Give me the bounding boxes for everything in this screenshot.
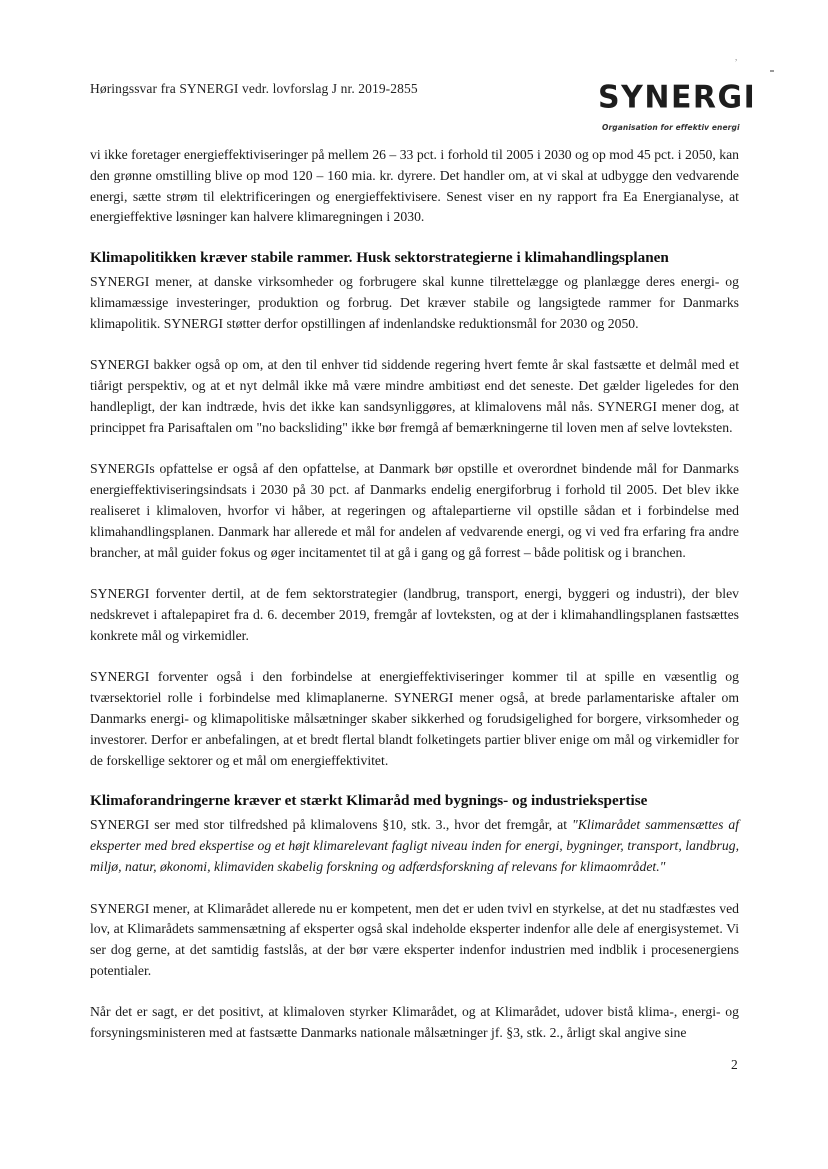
page-number: 2 — [731, 1057, 738, 1072]
quote-lead: SYNERGI ser med stor tilfredshed på klimalovens §10, stk. 3., hvor det fremgår, at — [90, 817, 573, 833]
document-body — [90, 145, 739, 1044]
body-paragraph: SYNERGIs opfattelse er også af den opfattelse, at Danmark bør opstille et overordnet bindende mål for Danmarks energieffektiviseringsindsats i 2030 på 30 pct. af Danmarks endelig energiforbrug i forhold til 2005. Det blev ikke realiseret i klimaloven, hvorfor vi håber, at regeringen og aftalepartierne vil opstille sådan et i forbindelse med klimahandlingsplanen. Danmark har allerede et mål for andelen af vedvarende energi, og vi ved fra erfaring fra andre brancher, at mål guider fokus og øger incitamentet til at gå i gang og gå forrest – både politisk og i branchen. — [90, 461, 739, 560]
corner-dot — [770, 70, 774, 72]
body-paragraph: SYNERGI mener, at danske virksomheder og forbrugere skal kunne tilrettelægge og planlægge deres energi- og klimamæssige investeringer, produktion og forbrug. Det kræver stabile og langsigtede rammer for Danmarks klimapolitik. SYNERGI støtter derfor opstillingen af indenlandske reduktionsmål for 2030 og 2050. — [90, 274, 739, 331]
body-paragraph: SYNERGI bakker også op om, at den til enhver tid siddende regering hvert femte år skal fastsætte et delmål med et tiårigt perspektiv, og at et nyt delmål ikke må være mindre ambitiøst end det seneste. Det gælder ligeledes for den handlepligt, der kan indtræde, hvis det ikke kan sandsynliggøres, at klimalovens mål nås. SYNERGI mener dog, at princippet fra Parisaftalen om "no backsliding" ikke bør fremgå af bemærkningerne til loven men af selve lovteksten. — [90, 357, 739, 435]
quote-paragraph — [90, 815, 739, 877]
body-paragraph: Når det er sagt, er det positivt, at klimaloven styrker Klimarådet, og at Klimarådet, udover bistå klima-, energi- og forsyningsministeren med at fastsætte Danmarks nationale målsætninger jf. §3, stk. 2., årligt skal angive sine — [90, 1004, 739, 1041]
logo-tagline: Organisation for effektiv energi — [602, 123, 740, 132]
header-title: Høringssvar fra SYNERGI vedr. lovforslag J nr. 2019-2855 — [90, 81, 418, 96]
intro-paragraph: vi ikke foretager energieffektiviseringer på mellem 26 – 33 pct. i forhold til 2005 i 2030 og op mod 45 pct. i 2050, kan den grønne omstilling blive op mod 120 – 160 mia. kr. dyrere. Det handler om, at vi skal at udbygge den vedvarende energi, sætte strøm til elektrificeringen og energieffektivisere. Senest viser en ny rapport fra Ea Energianalyse, at energieffektive løsninger kan halvere klimaregningen i 2030. — [90, 147, 739, 225]
law-quote: "Klimarådet sammensættes af eksperter med bred ekspertise og et højt klimarelevant fagligt niveau inden for energi, bygninger, transport, landbrug, miljø, natur, økonomi, klimaviden skabelig forskning og adfærdsforskning af relevans for klimaområdet." — [90, 817, 739, 874]
logo-word: SYNERGI — [598, 79, 757, 116]
corner-mark: , — [735, 52, 738, 62]
body-paragraph: SYNERGI forventer dertil, at de fem sektorstrategier (landbrug, transport, energi, byggeri og industri), der blev nedskrevet i aftalepapiret fra d. 6. december 2019, fremgår af lovteksten, og at der i klimahandlingsplanen fastsættes konkrete mål og virkemidler. — [90, 586, 739, 643]
body-paragraph: SYNERGI mener, at Klimarådet allerede nu er kompetent, men det er uden tvivl en styrkelse, at det nu stadfæstes ved lov, at Klimarådets sammensætning af eksperter også skal indeholde eksperter indenfor alle dele af energisystemet. Vi ser dog gerne, at det samtidig fastslås, at der bør være eksperter indenfor industrien med indblik i procesenergiens potentialer. — [90, 900, 739, 978]
body-paragraph: SYNERGI forventer også i den forbindelse at energieffektiviseringer kommer til at spille en væsentlig og tværsektoriel rolle i forbindelse med klimaplanerne. SYNERGI mener også, at brede parlamentariske aftaler om Danmarks energi- og klimapolitiske målsætninger skaber sikkerhed og forudsigelighed for borgere, virksomheder og investorer. Derfor er anbefalingen, at et bredt flertal blandt folketingets partier bliver enige om mål og virkemidler for de forskellige sektorer og et mål om energieffektivitet. — [90, 669, 739, 768]
synergi-logo — [596, 79, 757, 140]
section-heading-climate-council: Klimaforandringerne kræver et stærkt Klimaråd med bygnings- og industriekspertise — [90, 792, 648, 810]
section-heading-climate-policy: Klimapolitikken kræver stabile rammer. Husk sektorstrategierne i klimahandlingsplanen — [90, 249, 669, 267]
